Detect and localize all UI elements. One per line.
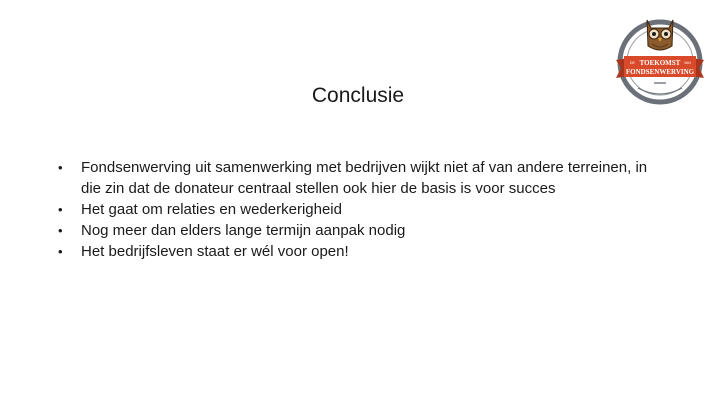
bullet-icon: • <box>58 202 63 217</box>
bullet-text: Nog meer dan elders lange termijn aanpak nodig <box>81 222 406 239</box>
bullet-item <box>58 220 658 241</box>
bullet-item <box>58 199 658 220</box>
logo-ribbon-line1: TOEKOMST <box>639 59 681 67</box>
slide-title: Conclusie <box>311 84 405 107</box>
logo-ribbon-line2: FONDSENWERVING <box>625 68 695 76</box>
bullet-icon: • <box>58 244 63 259</box>
bullet-icon: • <box>58 223 63 238</box>
bullet-text: Het bedrijfsleven staat er wél voor open! <box>81 243 349 260</box>
bullet-icon: • <box>58 160 63 175</box>
bullet-list <box>58 157 658 262</box>
bullet-text: Fondsenwerving uit samenwerking met bedrijven wijkt niet af van andere terreinen, in die zin dat de donateur centraal stellen ook hier de basis is voor succes <box>81 159 648 197</box>
bullet-item <box>58 241 658 262</box>
logo-tag-right: VAN <box>684 61 691 65</box>
logo-tag-left: DE <box>630 61 635 65</box>
bullet-item <box>58 157 658 199</box>
bullet-text: Het gaat om relaties en wederkerigheid <box>81 201 342 218</box>
